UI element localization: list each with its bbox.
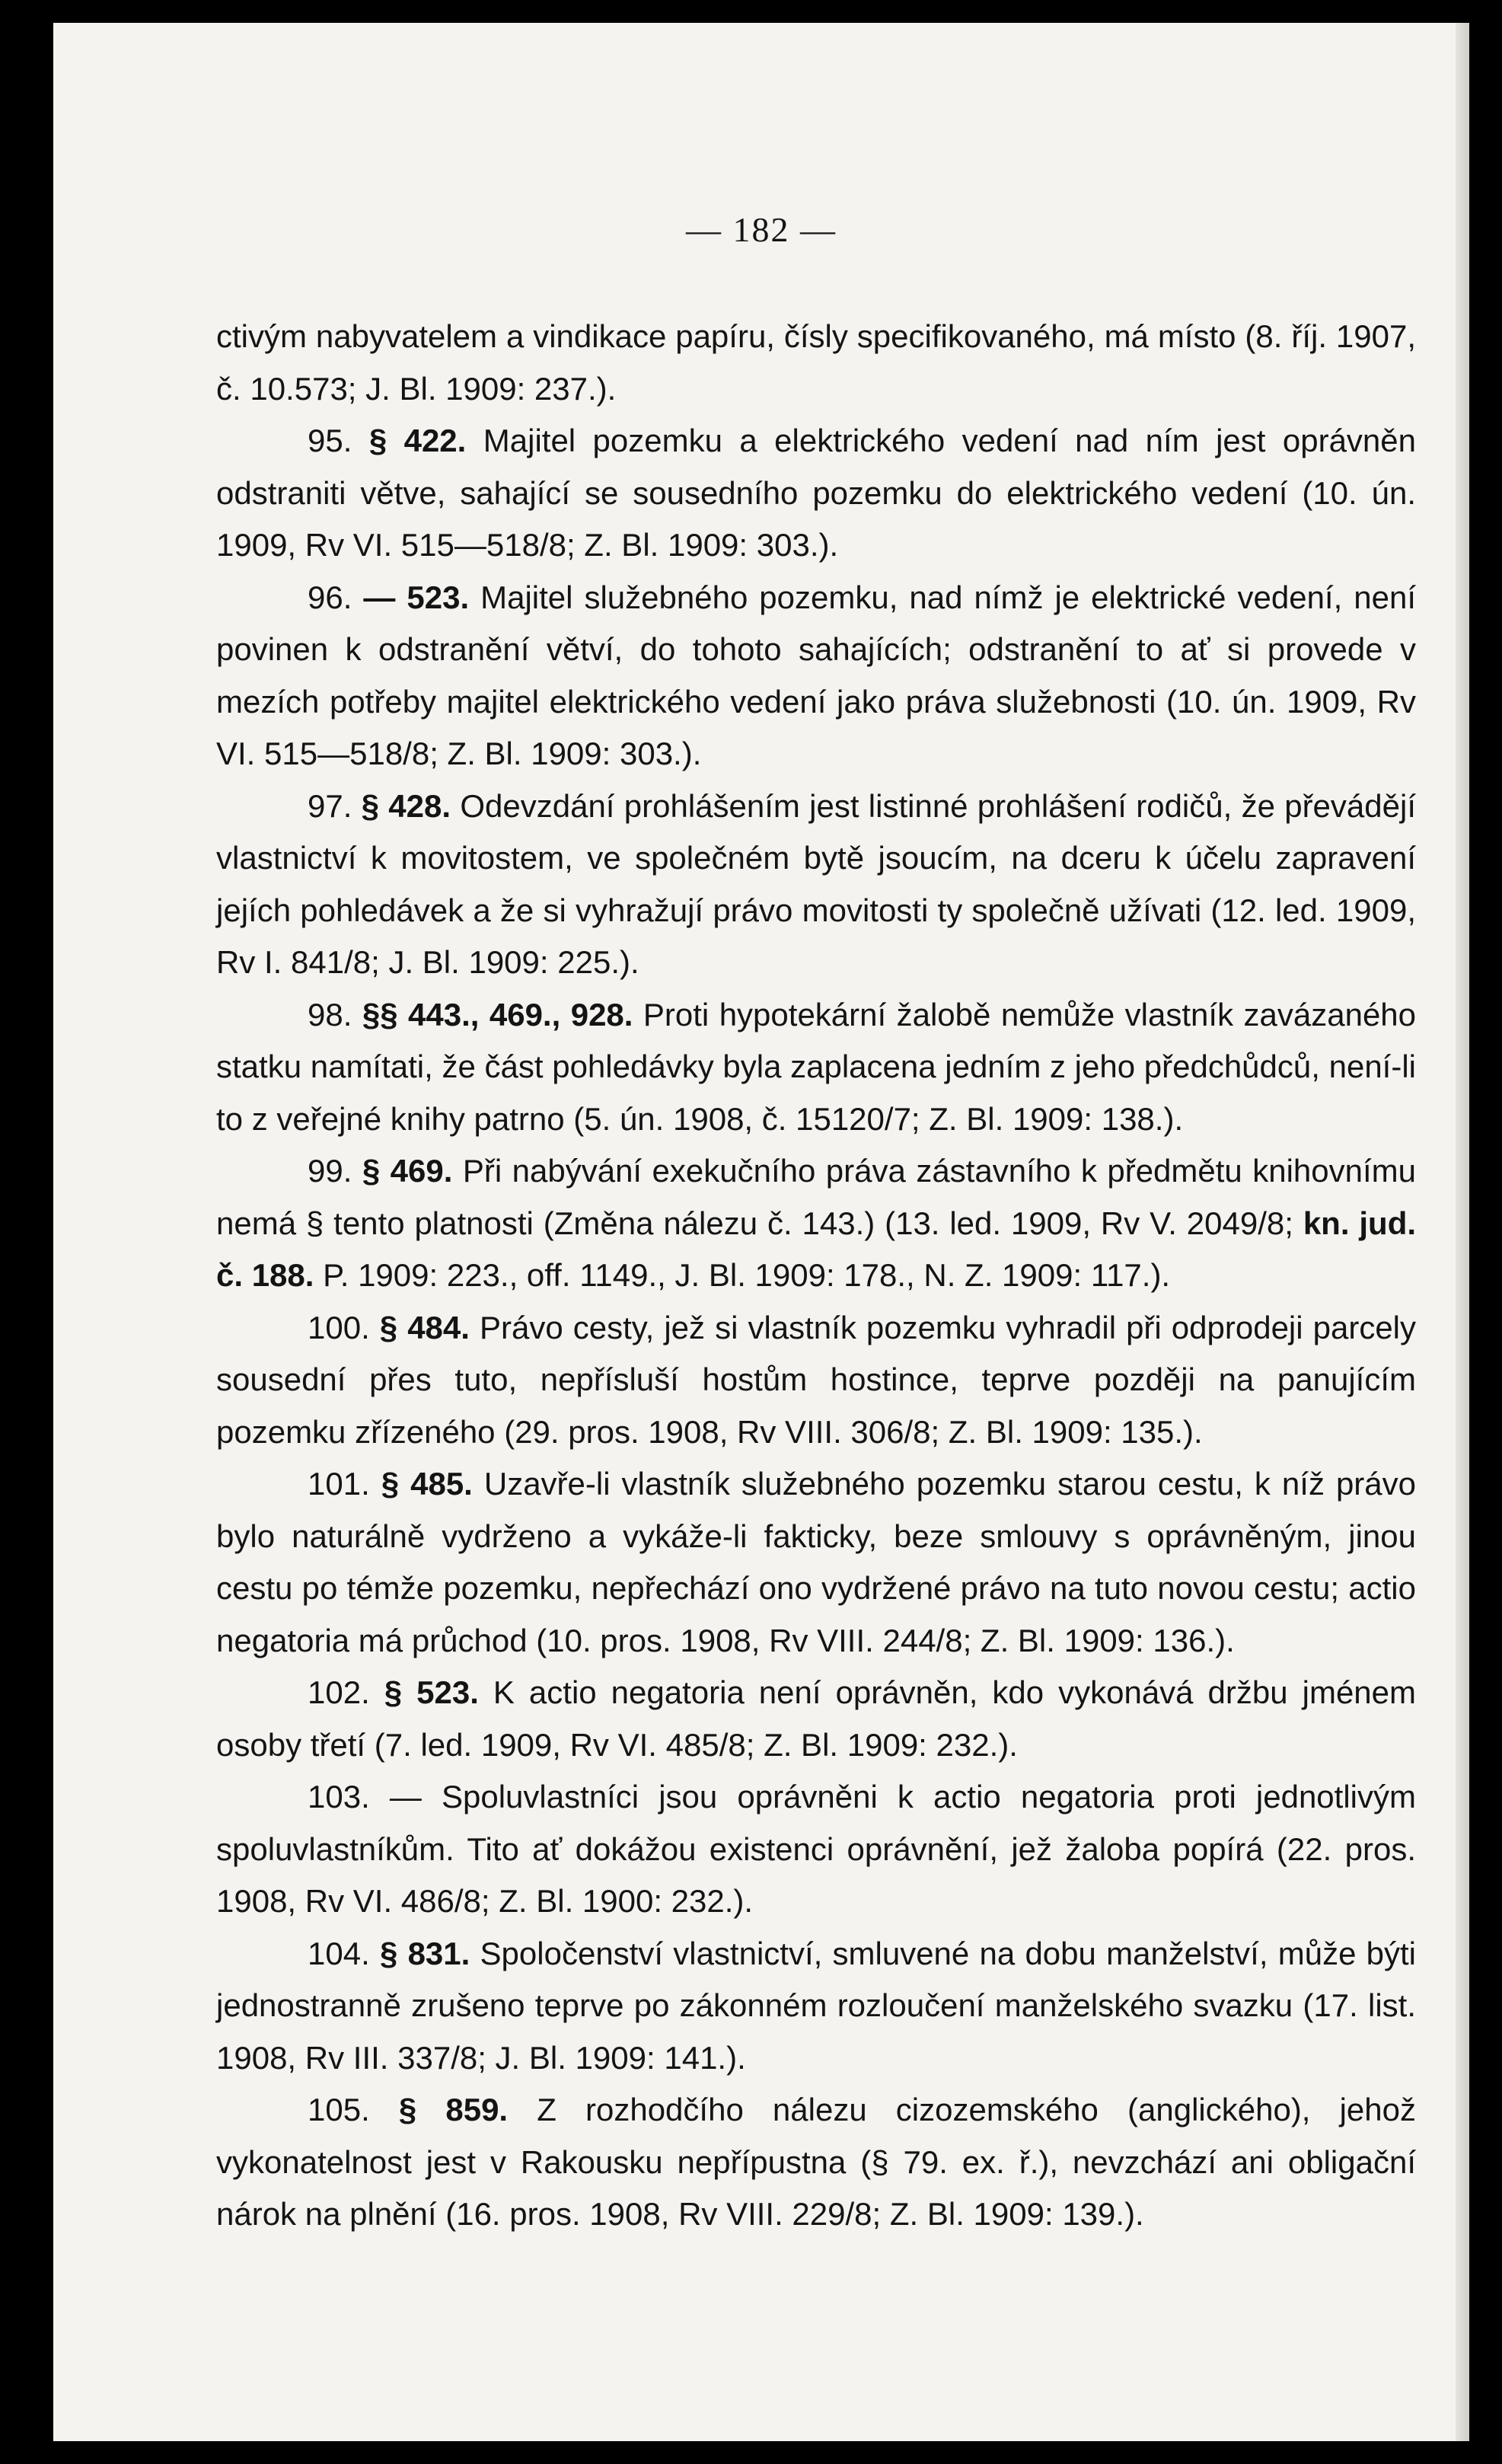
entry-reference: § 523.	[384, 1674, 479, 1710]
entry-text: — Spoluvlastníci jsou oprávněni k actio negatoria proti jednotlivým spoluvlastníkům. Tito ať dokážou existenci oprávnění, jež žaloba popírá (22. pros. 1908, Rv VI. 486/8; Z. Bl. 1900: 232.).	[216, 1779, 1416, 1919]
entry-103	[216, 1771, 1416, 1928]
entry-text: K actio negatoria není oprávněn, kdo vykonává držbu jménem osoby třetí (7. led. 1909, Rv VI. 485/8; Z. Bl. 1909: 232.).	[216, 1674, 1417, 1763]
entry-number: 98.	[308, 996, 352, 1033]
entry-104	[216, 1928, 1416, 2085]
continuation-paragraph: ctivým nabyvatelem a vindikace papíru, čísly specifikovaného, má místo (8. říj. 1907, č. 10.573; J. Bl. 1909: 237.).	[216, 318, 1416, 407]
entry-citation-bold: kn. jud. č. 188.	[216, 1205, 1417, 1293]
entry-text-continued: P. 1909: 223., off. 1149., J. Bl. 1909: 178., N. Z. 1909: 117.).	[323, 1257, 1171, 1293]
page-number: — 182 —	[686, 210, 837, 249]
entry-text: Uzavře-li vlastník služebného pozemku starou cestu, k níž právo bylo naturálně vydrženo a vykáže-li fakticky, beze smlouvy s oprávněným, jinou cestu po témže pozemku, nepřechází ono vydržené právo na tuto novou cestu; actio negatoria má průchod (10. pros. 1908, Rv VIII. 244/8; Z. Bl. 1909: 136.).	[216, 1466, 1417, 1658]
entry-reference: § 859.	[398, 2092, 509, 2127]
entry-number: 101.	[308, 1466, 370, 1502]
book-page	[53, 23, 1469, 2441]
entry-102	[216, 1667, 1416, 1771]
entry-text: Majitel pozemku a elektrického vedení nad ním jest oprávněn odstraniti větve, sahající se sousedního pozemku do elektrického vedení (10. ún. 1909, Rv VI. 515—518/8; Z. Bl. 1909: 303.).	[216, 423, 1417, 563]
entry-reference: § 485.	[381, 1466, 473, 1502]
entry-text: Proti hypotekární žalobě nemůže vlastník zavázaného statku namítati, že část pohledávky byla zaplacena jedním z jeho předchůdců, není-li to z veřejné knihy patrno (5. ún. 1908, č. 15120/7; Z. Bl. 1909: 138.).	[216, 996, 1417, 1137]
entry-text: Spoločenství vlastnictví, smluvené na dobu manželství, může býti jednostranně zrušeno teprve po zákonném rozloučení manželského svazku (17. list. 1908, Rv III. 337/8; J. Bl. 1909: 141.).	[216, 1935, 1417, 2076]
entry-number: 97.	[308, 787, 352, 824]
entry-number: 105.	[308, 2092, 370, 2127]
entry-number: 104.	[308, 1935, 370, 1971]
entry-99	[216, 1145, 1416, 1302]
entry-reference: — 523.	[363, 579, 470, 615]
entry-text: Při nabývání exekučního práva zástavního k předmětu knihovnímu nemá § tento platnosti (Změna nálezu č. 143.) (13. led. 1909, Rv V. 2049/8;	[216, 1153, 1417, 1241]
entry-number: 100.	[308, 1309, 370, 1345]
entry-95	[216, 415, 1416, 572]
entry-number: 95.	[308, 423, 352, 458]
entry-reference: § 422.	[368, 423, 467, 458]
entry-reference: §§ 443., 469., 928.	[362, 996, 633, 1033]
page-edge	[1456, 23, 1469, 2441]
entry-number: 99.	[308, 1153, 352, 1189]
entry-97	[216, 780, 1416, 989]
entry-text: Z rozhodčího nálezu cizozemského (anglického), jehož vykonatelnost jest v Rakousku nepřípustna (§ 79. ex. ř.), nevzchází ani obligační nárok na plnění (16. pros. 1908, Rv VIII. 229/8; Z. Bl. 1909: 139.).	[216, 2092, 1416, 2232]
entry-text: Odevzdání prohlášením jest listinné prohlášení rodičů, že převádějí vlastnictví k movitostem, ve společném bytě jsoucím, na dceru k účelu zapravení jejích pohledávek a že si vyhražují právo movitosti ty společně užívati (12. led. 1909, Rv I. 841/8; J. Bl. 1909: 225.).	[216, 787, 1416, 980]
entry-number: 102.	[308, 1674, 370, 1710]
entry-96	[216, 572, 1416, 780]
entry-reference: § 428.	[361, 787, 451, 824]
entry-98	[216, 989, 1416, 1146]
entry-text: Majitel služebného pozemku, nad nímž je elektrické vedení, není povinen k odstranění větví, do tohoto sahajících; odstranění to ať si provede v mezích potřeby majitel elektrického vedení jako práva služebnosti (10. ún. 1909, Rv VI. 515—518/8; Z. Bl. 1909: 303.).	[216, 579, 1417, 771]
entry-number: 96.	[308, 579, 352, 615]
entry-reference: § 484.	[379, 1309, 470, 1345]
entry-101	[216, 1458, 1416, 1667]
entry-reference: § 831.	[379, 1935, 470, 1971]
page-body	[216, 311, 1416, 2241]
entry-105	[216, 2084, 1416, 2241]
entry-text: Právo cesty, jež si vlastník pozemku vyhradil při odprodeji parcely sousední přes tuto, nepřísluší hostům hostince, teprve později na panujícím pozemku zřízeného (29. pros. 1908, Rv VIII. 306/8; Z. Bl. 1909: 135.).	[216, 1309, 1417, 1450]
entry-reference: § 469.	[362, 1153, 453, 1189]
entry-100	[216, 1302, 1416, 1459]
entry-number: 103.	[308, 1779, 370, 1814]
